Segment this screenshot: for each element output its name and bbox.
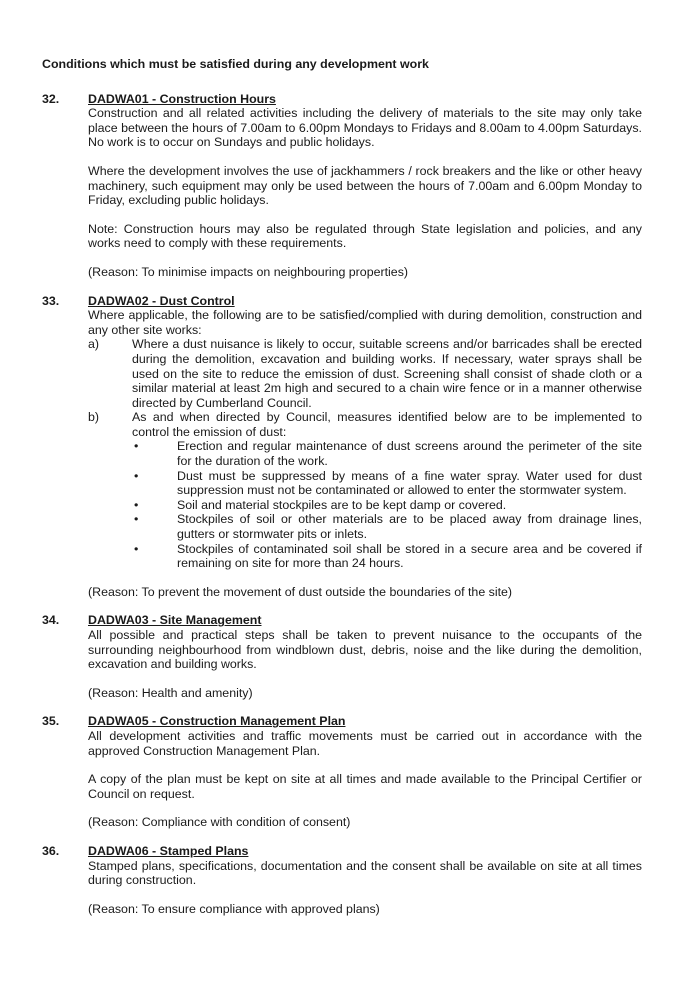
condition-paragraph: A copy of the plan must be kept on site at all times and made available to the Principal Certifier or Council on request. — [88, 772, 642, 801]
section-heading: Conditions which must be satisfied during any development work — [42, 57, 429, 71]
list-item-text: Dust must be suppressed by means of a fine water spray. Water used for dust suppression must not be contaminated or allowed to enter the stormwater system. — [177, 468, 642, 498]
condition-paragraph: Where the development involves the use of jackhammers / rock breakers and the like or other heavy machinery, such equipment may only be used between the hours of 7.00am and 6.00pm Monday to Friday, excluding public holidays. — [88, 163, 642, 208]
condition-paragraph: Note: Construction hours may also be regulated through State legislation and policies, and any works need to comply with these requirements. — [88, 221, 642, 251]
condition-reason: (Reason: Health and amenity) — [88, 685, 253, 700]
list-item-text: Stockpiles of contaminated soil shall be stored in a secure area and be covered if remaining on site for more than 24 hours. — [177, 541, 642, 571]
condition-number: 34. — [42, 613, 60, 628]
condition-title: DADWA01 - Construction Hours — [88, 91, 276, 106]
condition-title: DADWA06 - Stamped Plans — [88, 843, 249, 858]
condition-intro: Where applicable, the following are to be satisfied/complied with during demolition, construction and any other site works: — [88, 308, 642, 337]
condition-paragraph: Construction and all related activities including the delivery of materials to the site may only take place between the hours of 7.00am to 6.00pm Mondays to Fridays and 8.00am to 4.00pm Saturdays. No work is to occur on Sundays and public holidays. — [88, 106, 642, 150]
subclause-label: a) — [88, 337, 100, 352]
subclause-label: b) — [88, 410, 100, 425]
dust-measures-list — [132, 439, 642, 570]
condition-reason: (Reason: To ensure compliance with approved plans) — [88, 901, 380, 916]
condition-32 — [42, 92, 642, 280]
condition-paragraph: All possible and practical steps shall be taken to prevent nuisance to the occupants of the surrounding neighbourhood from windblown dust, debris, noise and the like during the demolition, excavation and building works. — [88, 628, 642, 672]
bullet-icon: • — [134, 497, 139, 512]
condition-paragraph: All development activities and traffic movements must be carried out in accordance with the approved Construction Management Plan. — [88, 728, 642, 758]
list-item — [132, 498, 642, 513]
list-item-text: Stockpiles of soil or other materials are to be placed away from drainage lines, gutters or stormwater pits or inlets. — [177, 512, 642, 542]
list-item — [132, 542, 642, 571]
subclause-text: Where a dust nuisance is likely to occur, suitable screens and/or barricades shall be erected during the demolition, excavation and building works. If necessary, water sprays shall be used on the site to reduce the emission of dust. Screening shall consist of shade cloth or a similar material at least 2m high and secured to a chain wire fence or in a manner otherwise directed by Cumberland Council. — [132, 337, 642, 410]
condition-number: 33. — [42, 293, 60, 308]
bullet-icon: • — [134, 439, 139, 454]
condition-36 — [42, 844, 642, 916]
condition-reason: (Reason: Compliance with condition of consent) — [88, 815, 351, 830]
bullet-icon: • — [134, 512, 139, 527]
condition-35 — [42, 714, 642, 830]
condition-reason: (Reason: To minimise impacts on neighbouring properties) — [88, 264, 409, 279]
condition-title: DADWA05 - Construction Management Plan — [88, 714, 346, 729]
condition-34 — [42, 613, 642, 700]
list-item-text: Erection and regular maintenance of dust screens around the perimeter of the site for the duration of the work. — [177, 439, 642, 469]
condition-number: 32. — [42, 91, 60, 106]
list-item — [132, 439, 642, 468]
subclause-a — [88, 337, 642, 410]
condition-title: DADWA03 - Site Management — [88, 613, 262, 628]
bullet-icon: • — [134, 541, 139, 556]
list-item — [132, 512, 642, 541]
bullet-icon: • — [134, 468, 139, 483]
list-item — [132, 469, 642, 498]
condition-reason: (Reason: To prevent the movement of dust outside the boundaries of the site) — [88, 584, 513, 599]
condition-number: 35. — [42, 714, 60, 729]
subclause-text: As and when directed by Council, measures identified below are to be implemented to control the emission of dust: — [132, 410, 642, 439]
document-page — [42, 57, 642, 930]
list-item-text: Soil and material stockpiles are to be kept damp or covered. — [177, 497, 507, 512]
condition-33 — [42, 294, 642, 600]
condition-title: DADWA02 - Dust Control — [88, 293, 235, 308]
subclause-b — [88, 410, 642, 571]
condition-paragraph: Stamped plans, specifications, documentation and the consent shall be available on site at all times during construction. — [88, 858, 642, 888]
condition-number: 36. — [42, 843, 60, 858]
